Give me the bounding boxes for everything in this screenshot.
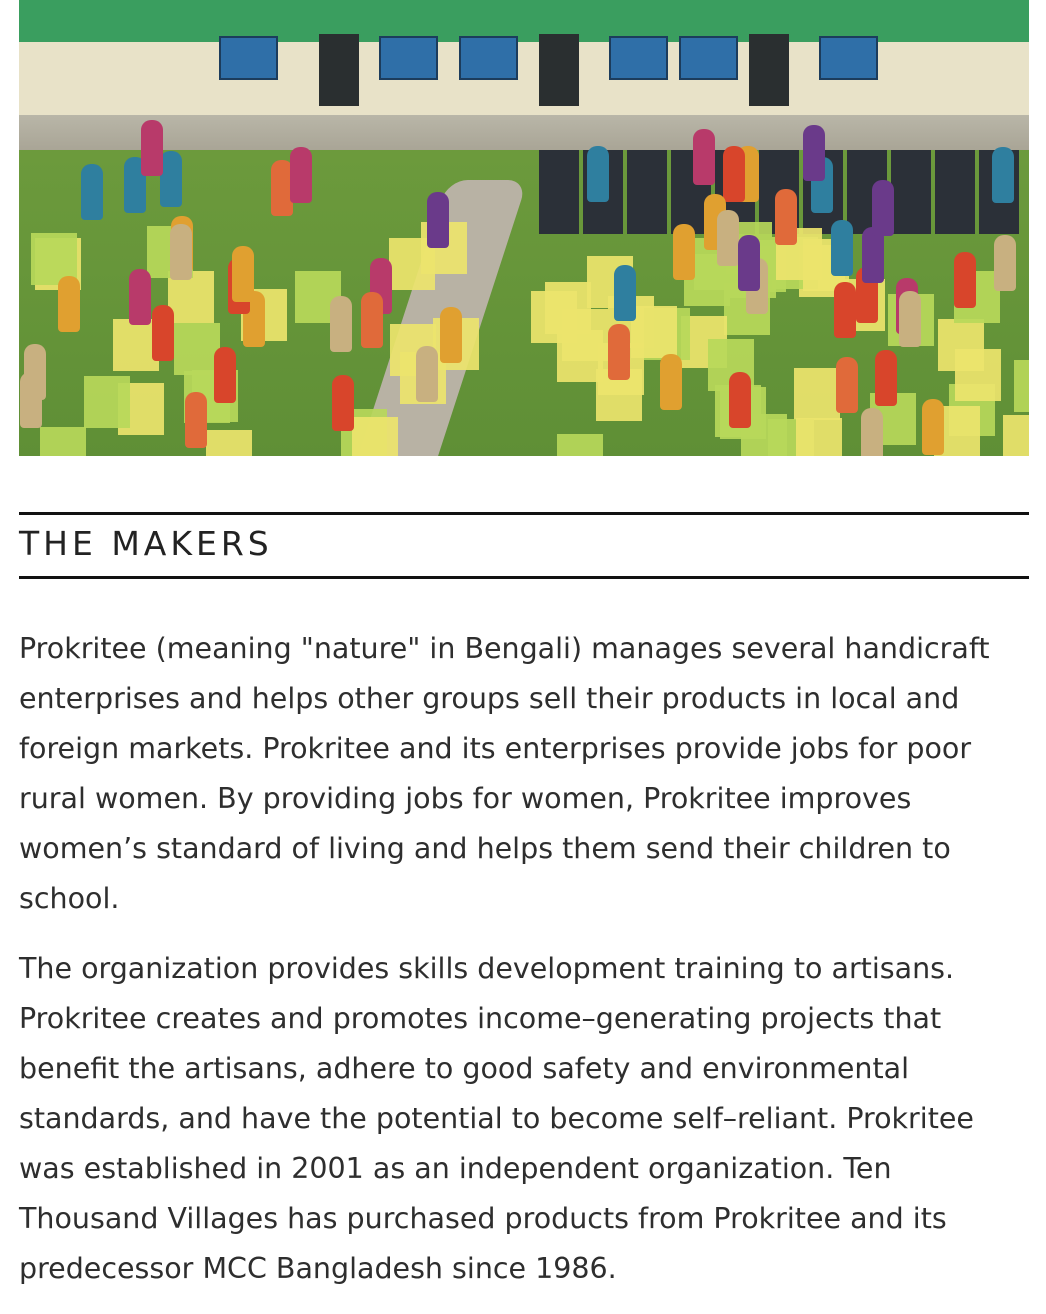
photo-person [954,252,976,308]
photo-person [729,372,751,428]
photo-person [170,224,192,280]
photo-person [440,307,462,363]
photo-solar-panel [979,206,1019,234]
photo-person [673,224,695,280]
photo-person [332,375,354,431]
photo-frame [352,417,398,456]
photo-person [861,408,883,456]
photo-person [416,346,438,402]
photo-frame [796,418,842,456]
photo-frame [40,427,86,456]
section-title: THE MAKERS [19,524,273,563]
heading-bottom-rule [19,576,1029,579]
photo-person [834,282,856,338]
photo-window [219,36,278,80]
photo-person [160,151,182,207]
photo-window [609,36,668,80]
paragraph: Prokritee (meaning "nature" in Bengali) manages several handicraft enterprises and helps other groups sell their products in local and foreign markets. Prokritee and its enterprises provide jobs for poor rural women. By providing jobs for women, Prokritee improves women’s standard of living and helps them send their children to school. [19,632,990,915]
photo-window [819,36,878,80]
photo-person [330,296,352,352]
photo-frame [794,368,840,420]
photo-frame [562,309,608,361]
photo-person [290,147,312,203]
photo-solar-panel [935,206,975,234]
heading-top-rule [19,512,1029,515]
photo-person [872,180,894,236]
photo-person [427,192,449,248]
photo-person [994,235,1016,291]
photo-door [319,34,359,106]
photo-person [58,276,80,332]
photo-solar-panel [627,206,667,234]
photo-person [836,357,858,413]
photo-frame [206,430,252,456]
photo-person [361,292,383,348]
photo-frame [631,306,677,358]
photo-person [693,129,715,185]
photo-frame [955,349,1001,401]
photo-person [717,210,739,266]
photo-person [875,350,897,406]
photo-person [141,120,163,176]
photo-frame [1003,415,1029,456]
photo-person [587,146,609,202]
photo-person [152,305,174,361]
photo-person [614,265,636,321]
photo-window [379,36,438,80]
section-body [19,624,1034,1314]
photo-door [749,34,789,106]
photo-person [608,324,630,380]
photo-person [899,291,921,347]
photo-person [723,146,745,202]
photo-person [24,344,46,400]
paragraph: The organization provides skills development training to artisans. Prokritee creates and promotes income–generating projects that benefit the artisans, adhere to good safety and environmental standards, and have the potential to become self–reliant. Prokritee was established in 2001 as an independent organization. Ten Thousand Villages has purchased products from Prokritee and its predecessor MCC Bangladesh since 1986. [19,952,974,1285]
photo-solar-panel [539,206,579,234]
photo-door [539,34,579,106]
photo-person [214,347,236,403]
photo-person [922,399,944,455]
photo-solar-panel [583,206,623,234]
photo-person [81,164,103,220]
photo-person [803,125,825,181]
photo-person [831,220,853,276]
hero-image [19,0,1029,456]
photo-person [775,189,797,245]
photo-person [660,354,682,410]
photo-window [459,36,518,80]
photo-solar-panel [891,206,931,234]
photo-frame [557,434,603,456]
photo-person [992,147,1014,203]
photo-window [679,36,738,80]
photo-person [232,246,254,302]
photo-frame [1014,360,1029,412]
photo-person [129,269,151,325]
photo-person [738,235,760,291]
photo-person [185,392,207,448]
photo-frame [84,376,130,428]
